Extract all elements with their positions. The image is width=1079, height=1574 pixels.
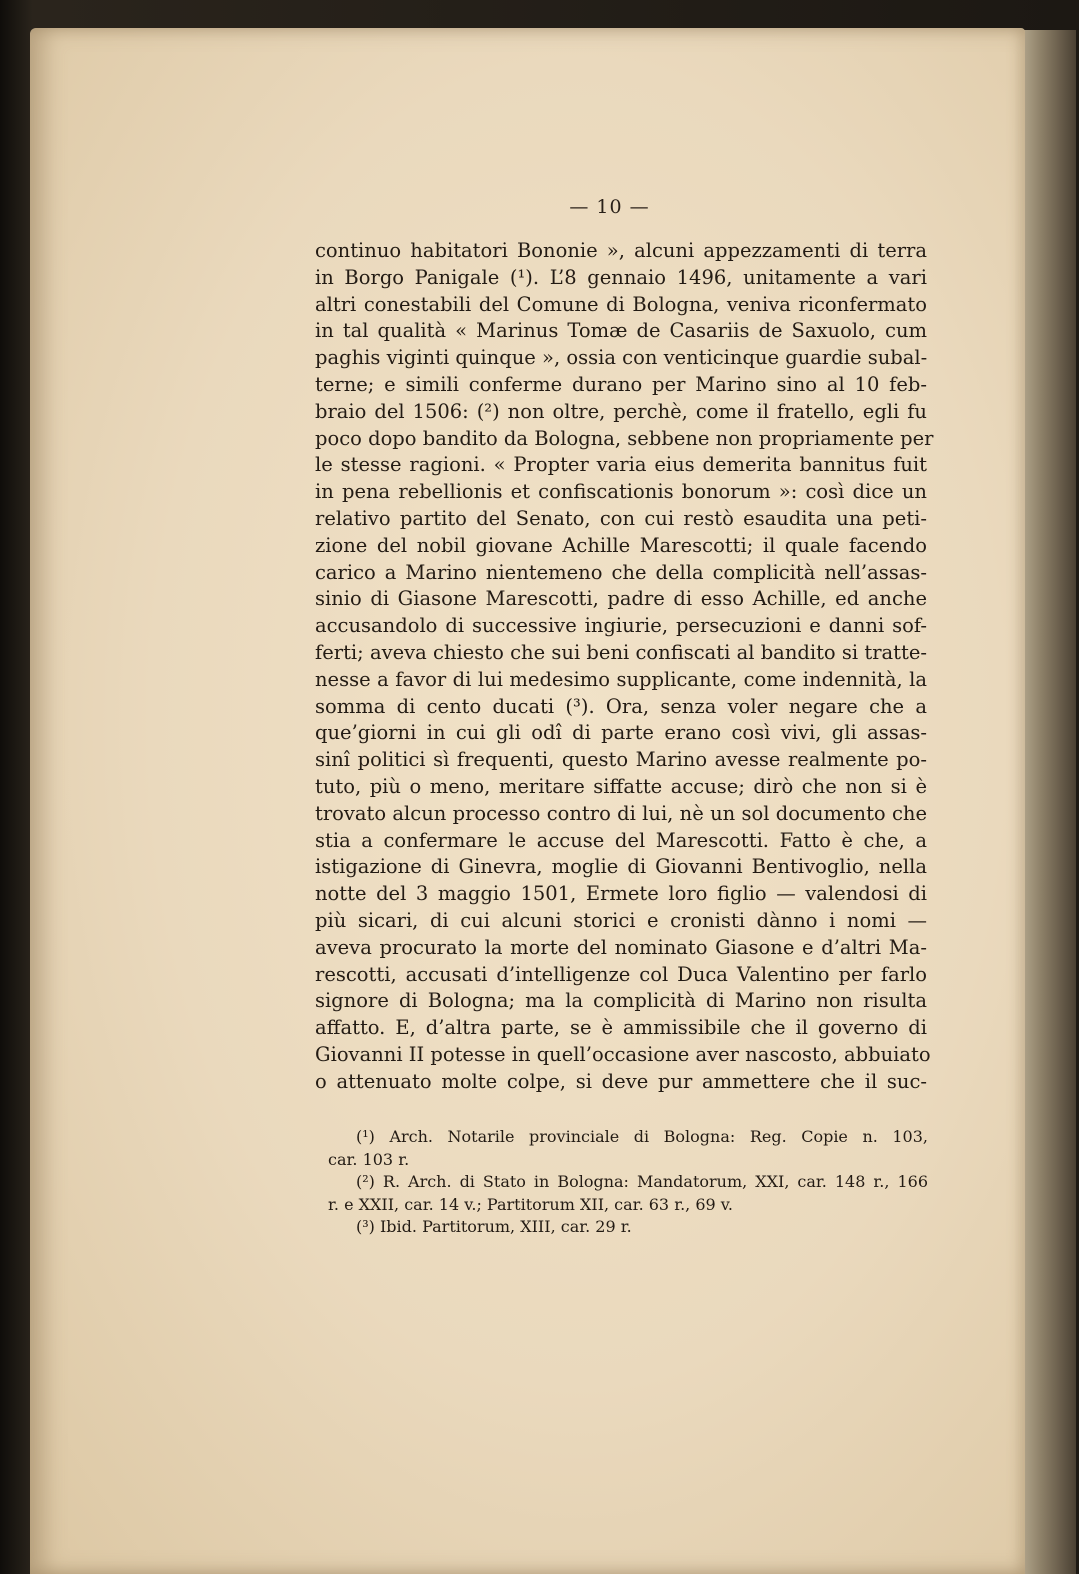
text-line: braio del 1506: (²) non oltre, perchè, come il fratello, egli fu xyxy=(315,399,927,423)
text-line: le stesse ragioni. « Propter varia eius demerita bannitus fuit xyxy=(315,453,927,477)
page-number: — 10 — xyxy=(569,196,650,218)
text-line: rescotti, accusati d’intelligenze col Duca Valentino per farlo xyxy=(315,962,927,986)
text-line: que’giorni in cui gli odî di parte erano così vivi, gli assas- xyxy=(315,721,927,745)
text-line: aveva procurato la morte del nominato Giasone e d’altri Ma- xyxy=(315,935,927,959)
text-line: sinî politici sì frequenti, questo Marino avesse realmente po- xyxy=(315,748,927,772)
body-text xyxy=(315,238,934,1096)
text-line: continuo habitatori Bononie », alcuni appezzamenti di terra xyxy=(315,239,927,262)
text-line: altri conestabili del Comune di Bologna, veniva riconfermato xyxy=(315,292,927,316)
text-line: Giovanni II potesse in quell’occasione aver nascosto, abbuiato xyxy=(315,1042,931,1066)
text-line: poco dopo bandito da Bologna, sebbene non propriamente per xyxy=(315,426,934,450)
text-line: sinio di Giasone Marescotti, padre di esso Achille, ed anche xyxy=(315,587,927,611)
footnote-1: (¹) Arch. Notarile provinciale di Bologna: Reg. Copie n. 103, xyxy=(356,1127,928,1146)
text-line: nesse a favor di lui medesimo supplicante, come indennità, la xyxy=(315,667,927,691)
text-line: carico a Marino nientemeno che della complicità nell’assas- xyxy=(315,560,927,584)
footnote-2: (²) R. Arch. di Stato in Bologna: Mandatorum, XXI, car. 148 r., 166 xyxy=(356,1172,928,1191)
text-line: paghis viginti quinque », ossia con venticinque guardie subal- xyxy=(315,346,928,370)
text-line: somma di cento ducati (³). Ora, senza voler negare che a xyxy=(315,694,927,718)
text-line: signore di Bologna; ma la complicità di Marino non risulta xyxy=(315,989,927,1013)
text-line: istigazione di Ginevra, moglie di Giovanni Bentivoglio, nella xyxy=(315,855,927,879)
text-line: in Borgo Panigale (¹). L’8 gennaio 1496, unitamente a vari xyxy=(315,265,927,289)
text-line: trovato alcun processo contro di lui, nè un sol documento che xyxy=(315,801,927,825)
text-line: o attenuato molte colpe, si deve pur ammettere che il suc- xyxy=(315,1069,927,1093)
footnotes xyxy=(328,1126,928,1239)
text-line: stia a confermare le accuse del Marescotti. Fatto è che, a xyxy=(315,828,927,852)
text-line: ferti; aveva chiesto che sui beni confiscati al bandito si tratte- xyxy=(315,640,927,664)
text-line: notte del 3 maggio 1501, Ermete loro figlio — valendosi di xyxy=(315,882,927,906)
page-stack-edge xyxy=(1018,30,1076,1574)
text-line: terne; e simili conferme durano per Marino sino al 10 feb- xyxy=(315,372,927,396)
text-line: zione del nobil giovane Achille Marescotti; il quale facendo xyxy=(315,533,927,557)
text-line: tuto, più o meno, meritare siffatte accuse; dirò che non si è xyxy=(315,774,927,798)
footnote-1-cont: car. 103 r. xyxy=(328,1149,410,1169)
text-line: accusandolo di successive ingiurie, persecuzioni e danni sof- xyxy=(315,614,927,638)
footnote-3: (³) Ibid. Partitorum, XIII, car. 29 r. xyxy=(356,1217,632,1236)
text-line: più sicari, di cui alcuni storici e cronisti dànno i nomi — xyxy=(315,908,927,932)
text-line: in tal qualità « Marinus Tomæ de Casariis de Saxuolo, cum xyxy=(315,319,927,343)
footnote-2-cont: r. e XXII, car. 14 v.; Partitorum XII, car. 63 r., 69 v. xyxy=(328,1194,734,1214)
text-line: relativo partito del Senato, con cui restò esaudita una peti- xyxy=(315,506,927,530)
text-line: in pena rebellionis et confiscationis bonorum »: così dice un xyxy=(315,480,927,504)
text-line: affatto. E, d’altra parte, se è ammissibile che il governo di xyxy=(315,1016,927,1040)
